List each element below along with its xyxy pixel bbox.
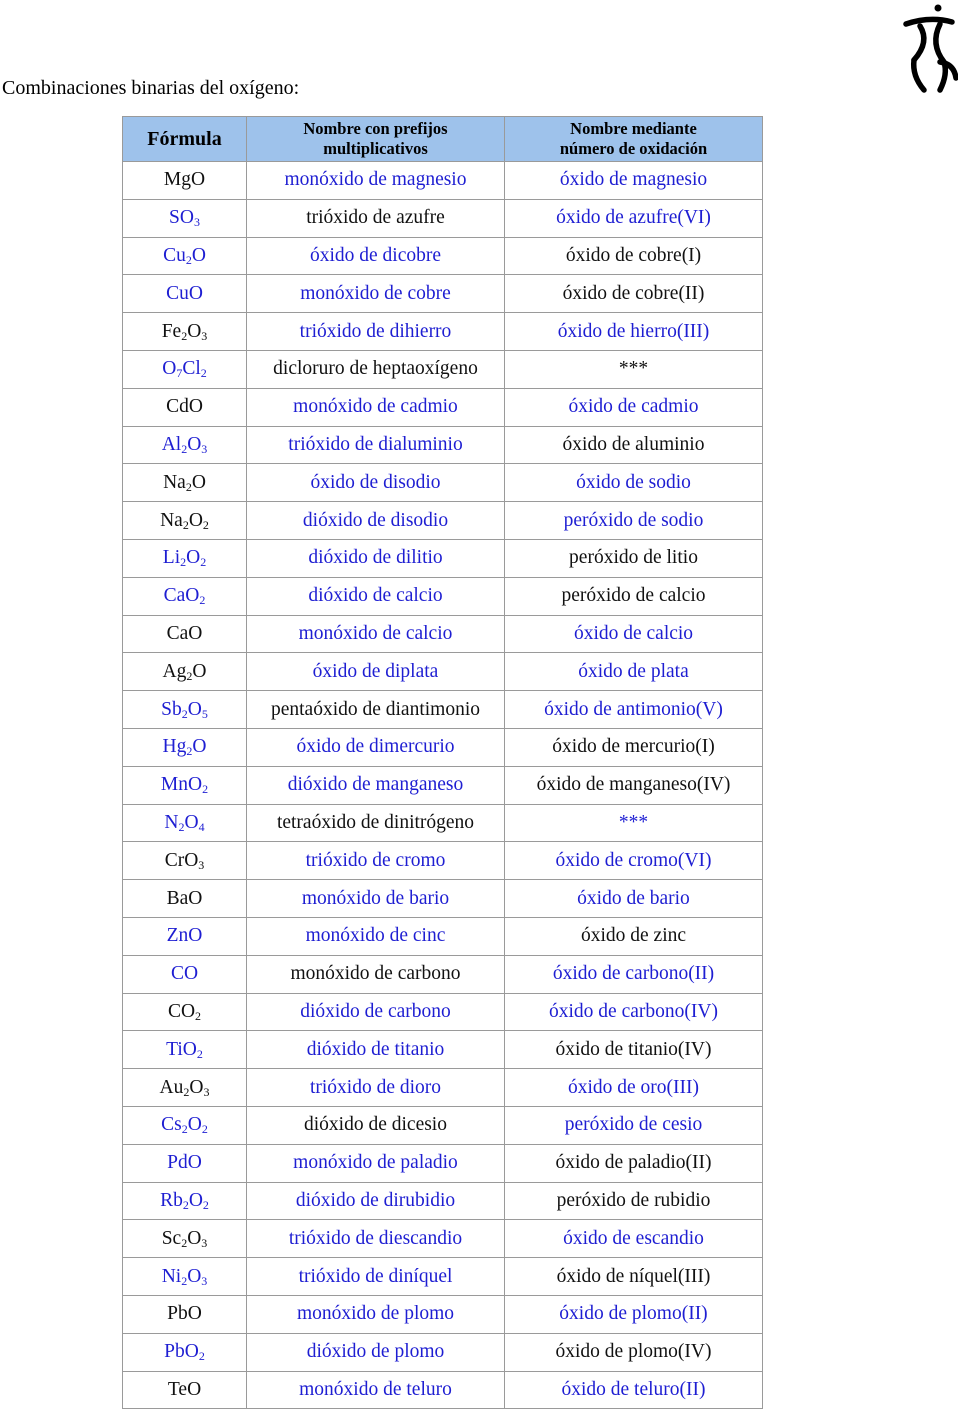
prefix-name-cell: monóxido de cinc <box>247 917 505 955</box>
oxidation-name-cell: peróxido de cesio <box>505 1106 763 1144</box>
prefix-name-cell: trióxido de diníquel <box>247 1258 505 1296</box>
prefix-name-cell: dióxido de dicesio <box>247 1106 505 1144</box>
formula-element: Pd <box>167 1152 188 1174</box>
table-body <box>123 162 763 1409</box>
prefix-name-cell: dióxido de dilitio <box>247 539 505 577</box>
formula-subscript: 2 <box>185 252 192 267</box>
table-row <box>123 199 763 237</box>
formula-element: Pb <box>164 1341 185 1363</box>
formula-cell <box>123 1144 247 1182</box>
oxidation-name-cell: óxido de magnesio <box>505 162 763 200</box>
table-row <box>123 1258 763 1296</box>
prefix-name-cell: monóxido de carbono <box>247 955 505 993</box>
formula-element: O <box>188 509 203 531</box>
table-row <box>123 993 763 1031</box>
oxidation-name-cell: *** <box>505 804 763 842</box>
prefix-name-cell: monóxido de teluro <box>247 1371 505 1409</box>
formula-subscript: 2 <box>196 1046 203 1061</box>
formula-subscript: 2 <box>186 668 193 683</box>
table-row <box>123 653 763 691</box>
formula-cell <box>123 426 247 464</box>
formula-subscript: 3 <box>203 1084 210 1099</box>
formula-subscript: 2 <box>200 555 207 570</box>
formula-subscript: 2 <box>181 1235 188 1250</box>
oxidation-name-cell: óxido de cobre(II) <box>505 275 763 313</box>
prefix-name-cell: dióxido de manganeso <box>247 766 505 804</box>
formula-cell <box>123 880 247 918</box>
formula-cell <box>123 1182 247 1220</box>
formula-element: O <box>191 244 206 266</box>
table-row <box>123 1182 763 1220</box>
formula-cell <box>123 1106 247 1144</box>
formula-element: Cu <box>163 244 186 266</box>
prefix-name-cell: trióxido de azufre <box>247 199 505 237</box>
formula-subscript: 2 <box>180 555 187 570</box>
formula-element: Rb <box>160 1189 183 1211</box>
formula-cell <box>123 539 247 577</box>
table-row <box>123 577 763 615</box>
oxidation-name-cell: óxido de níquel(III) <box>505 1258 763 1296</box>
formula-cell <box>123 728 247 766</box>
formula-element: Fe <box>161 320 182 342</box>
prefix-name-cell: monóxido de bario <box>247 880 505 918</box>
formula-subscript: 2 <box>198 1349 205 1364</box>
formula-subscript: 2 <box>202 517 209 532</box>
table-row <box>123 1371 763 1409</box>
oxidation-name-cell: peróxido de sodio <box>505 502 763 540</box>
table-row <box>123 1031 763 1069</box>
formula-element: O <box>192 660 207 682</box>
formula-element: Al <box>161 433 182 455</box>
table-row <box>123 766 763 804</box>
formula-cell <box>123 1333 247 1371</box>
formula-cell <box>123 917 247 955</box>
header-formula: Fórmula <box>123 117 247 162</box>
formula-subscript: 2 <box>181 328 188 343</box>
formula-subscript: 2 <box>181 1122 188 1137</box>
table-header-row <box>123 117 763 162</box>
oxides-table <box>122 116 763 1409</box>
formula-subscript: 3 <box>201 1273 208 1288</box>
formula-element: Hg <box>162 736 187 758</box>
prefix-name-cell: tetraóxido de dinitrógeno <box>247 804 505 842</box>
formula-subscript: 2 <box>182 1197 189 1212</box>
prefix-name-cell: monóxido de cadmio <box>247 388 505 426</box>
formula-element: Cs <box>161 1114 182 1136</box>
oxidation-name-cell: *** <box>505 350 763 388</box>
formula-subscript: 2 <box>201 1122 208 1137</box>
formula-subscript: 2 <box>199 593 206 608</box>
formula-cell <box>123 766 247 804</box>
formula-element: S <box>169 207 180 229</box>
oxidation-name-cell: óxido de zinc <box>505 917 763 955</box>
formula-element: O <box>187 1265 202 1287</box>
prefix-name-cell: dicloruro de heptaoxígeno <box>247 350 505 388</box>
oxidation-name-cell: óxido de aluminio <box>505 426 763 464</box>
oxidation-name-cell: óxido de antimonio(V) <box>505 691 763 729</box>
formula-element: Sc <box>161 1227 182 1249</box>
prefix-name-cell: óxido de dimercurio <box>247 728 505 766</box>
formula-cell <box>123 955 247 993</box>
formula-element: O <box>188 282 203 304</box>
table-row <box>123 539 763 577</box>
prefix-name-cell: monóxido de cobre <box>247 275 505 313</box>
prefix-name-cell: óxido de diplata <box>247 653 505 691</box>
formula-element: O <box>187 698 202 720</box>
formula-element: O <box>188 396 203 418</box>
formula-element: O <box>179 207 194 229</box>
formula-cell <box>123 199 247 237</box>
oxidation-name-cell: óxido de cobre(I) <box>505 237 763 275</box>
prefix-name-cell: trióxido de dihierro <box>247 313 505 351</box>
table-row <box>123 350 763 388</box>
prefix-name-cell: monóxido de calcio <box>247 615 505 653</box>
oxidation-name-cell: óxido de plomo(II) <box>505 1295 763 1333</box>
formula-element: O <box>185 585 200 607</box>
formula-element: Pb <box>167 1303 188 1325</box>
table-row <box>123 237 763 275</box>
table-row <box>123 1295 763 1333</box>
prefix-name-cell: monóxido de paladio <box>247 1144 505 1182</box>
formula-element: Cr <box>164 849 185 871</box>
formula-element: Cd <box>166 396 189 418</box>
table-row <box>123 842 763 880</box>
header-oxidation-name <box>505 117 763 162</box>
oxidation-name-cell: óxido de cromo(VI) <box>505 842 763 880</box>
formula-element: N <box>164 811 179 833</box>
oxidation-name-cell: óxido de plomo(IV) <box>505 1333 763 1371</box>
oxidation-name-cell: óxido de escandio <box>505 1220 763 1258</box>
formula-element: Sb <box>161 698 182 720</box>
formula-subscript: 2 <box>202 782 209 797</box>
formula-subscript: 2 <box>181 706 188 721</box>
prefix-name-cell: monóxido de plomo <box>247 1295 505 1333</box>
formula-element: C <box>167 1000 181 1022</box>
oxidation-name-cell: óxido de paladio(II) <box>505 1144 763 1182</box>
formula-element: Li <box>162 547 181 569</box>
oxidation-name-cell: óxido de carbono(IV) <box>505 993 763 1031</box>
formula-element: O <box>187 1378 202 1400</box>
formula-subscript: 3 <box>201 1235 208 1250</box>
formula-subscript: 2 <box>182 517 189 532</box>
oxidation-name-cell: óxido de calcio <box>505 615 763 653</box>
formula-cell <box>123 502 247 540</box>
prefix-name-cell: dióxido de titanio <box>247 1031 505 1069</box>
prefix-name-cell: dióxido de calcio <box>247 577 505 615</box>
formula-cell <box>123 1371 247 1409</box>
formula-cell <box>123 993 247 1031</box>
formula-subscript: 2 <box>181 441 188 456</box>
formula-element: Ca <box>166 622 189 644</box>
formula-element: O <box>187 1152 202 1174</box>
formula-subscript: 3 <box>201 328 208 343</box>
formula-cell <box>123 162 247 200</box>
formula-subscript: 3 <box>198 857 205 872</box>
formula-element: Ag <box>162 660 187 682</box>
formula-element: Mg <box>163 169 191 191</box>
formula-subscript: 3 <box>193 215 200 230</box>
formula-cell <box>123 577 247 615</box>
formula-element: O <box>187 320 202 342</box>
oxidation-name-cell: óxido de plata <box>505 653 763 691</box>
formula-cell <box>123 653 247 691</box>
table-row <box>123 880 763 918</box>
formula-subscript: 2 <box>183 1084 190 1099</box>
table-row <box>123 804 763 842</box>
oxidation-name-cell: óxido de titanio(IV) <box>505 1031 763 1069</box>
formula-subscript: 7 <box>176 366 183 381</box>
table-row <box>123 917 763 955</box>
oxidation-name-cell: óxido de bario <box>505 880 763 918</box>
formula-element: O <box>188 887 203 909</box>
formula-element: Cu <box>166 282 189 304</box>
formula-cell <box>123 388 247 426</box>
formula-subscript: 2 <box>195 1008 202 1023</box>
formula-element: O <box>191 471 206 493</box>
formula-element: Ti <box>166 1038 183 1060</box>
prefix-name-cell: trióxido de dioro <box>247 1069 505 1107</box>
header-oxidation-line1: Nombre mediante <box>570 119 697 138</box>
stick-figure-logo-icon <box>900 2 958 94</box>
formula-element: Zn <box>166 925 189 947</box>
formula-element: O <box>184 811 199 833</box>
header-prefix-line1: Nombre con prefijos <box>303 119 448 138</box>
formula-element: Ni <box>161 1265 182 1287</box>
oxidation-name-cell: peróxido de litio <box>505 539 763 577</box>
formula-cell <box>123 804 247 842</box>
formula-element: O <box>183 963 199 985</box>
formula-element: O <box>191 169 206 191</box>
table-row <box>123 388 763 426</box>
table-row <box>123 313 763 351</box>
table-row <box>123 691 763 729</box>
table-row <box>123 162 763 200</box>
formula-element: O <box>187 1114 202 1136</box>
prefix-name-cell: dióxido de dirubidio <box>247 1182 505 1220</box>
formula-cell <box>123 313 247 351</box>
formula-subscript: 2 <box>178 819 185 834</box>
formula-element: Ca <box>163 585 186 607</box>
table-row <box>123 955 763 993</box>
oxidation-name-cell: óxido de mercurio(I) <box>505 728 763 766</box>
formula-element: Cl <box>182 358 201 380</box>
formula-subscript: 2 <box>186 744 193 759</box>
formula-cell <box>123 691 247 729</box>
formula-element: O <box>184 849 199 871</box>
formula-element: Na <box>163 471 186 493</box>
formula-element: O <box>182 1038 197 1060</box>
formula-subscript: 2 <box>181 1273 188 1288</box>
header-prefix-name <box>247 117 505 162</box>
table-row <box>123 1333 763 1371</box>
prefix-name-cell: óxido de dicobre <box>247 237 505 275</box>
formula-subscript: 3 <box>201 441 208 456</box>
formula-element: O <box>180 1000 196 1022</box>
table-row <box>123 1106 763 1144</box>
formula-element: Na <box>160 509 183 531</box>
oxidation-name-cell: óxido de manganeso(IV) <box>505 766 763 804</box>
prefix-name-cell: dióxido de carbono <box>247 993 505 1031</box>
oxidation-name-cell: óxido de hierro(III) <box>505 313 763 351</box>
prefix-name-cell: trióxido de dialuminio <box>247 426 505 464</box>
table-row <box>123 1220 763 1258</box>
formula-element: O <box>192 736 207 758</box>
formula-element: Ba <box>166 887 189 909</box>
prefix-name-cell: pentaóxido de diantimonio <box>247 691 505 729</box>
formula-element: O <box>187 433 202 455</box>
prefix-name-cell: trióxido de diescandio <box>247 1220 505 1258</box>
oxidation-name-cell: óxido de carbono(II) <box>505 955 763 993</box>
formula-subscript: 5 <box>201 706 208 721</box>
formula-element: O <box>188 622 203 644</box>
oxidation-name-cell: peróxido de rubidio <box>505 1182 763 1220</box>
table-row <box>123 464 763 502</box>
formula-cell <box>123 1258 247 1296</box>
table-row <box>123 426 763 464</box>
table-row <box>123 502 763 540</box>
prefix-name-cell: óxido de disodio <box>247 464 505 502</box>
formula-cell <box>123 842 247 880</box>
prefix-name-cell: monóxido de magnesio <box>247 162 505 200</box>
prefix-name-cell: trióxido de cromo <box>247 842 505 880</box>
formula-element: O <box>186 547 201 569</box>
table-row <box>123 728 763 766</box>
oxidation-name-cell: óxido de azufre(VI) <box>505 199 763 237</box>
formula-subscript: 2 <box>200 366 207 381</box>
formula-element: O <box>162 358 177 380</box>
formula-subscript: 4 <box>198 819 205 834</box>
formula-element: O <box>187 1303 202 1325</box>
page-title: Combinaciones binarias del oxígeno: <box>2 77 300 99</box>
formula-cell <box>123 464 247 502</box>
prefix-name-cell: dióxido de disodio <box>247 502 505 540</box>
table-row <box>123 275 763 313</box>
formula-element: O <box>188 925 203 947</box>
formula-element: Te <box>167 1378 188 1400</box>
formula-cell <box>123 1220 247 1258</box>
formula-element: C <box>170 963 184 985</box>
formula-element: Au <box>159 1076 184 1098</box>
formula-element: O <box>184 1341 199 1363</box>
formula-cell <box>123 1069 247 1107</box>
formula-subscript: 2 <box>185 479 192 494</box>
oxidation-name-cell: peróxido de calcio <box>505 577 763 615</box>
formula-element: O <box>187 1227 202 1249</box>
oxidation-name-cell: óxido de oro(III) <box>505 1069 763 1107</box>
formula-element: O <box>188 1189 203 1211</box>
formula-cell <box>123 615 247 653</box>
table-row <box>123 615 763 653</box>
header-prefix-line2: multiplicativos <box>323 139 428 158</box>
table-row <box>123 1069 763 1107</box>
formula-cell <box>123 275 247 313</box>
formula-element: Mn <box>160 774 188 796</box>
prefix-name-cell: dióxido de plomo <box>247 1333 505 1371</box>
oxidation-name-cell: óxido de sodio <box>505 464 763 502</box>
formula-subscript: 2 <box>202 1197 209 1212</box>
formula-cell <box>123 350 247 388</box>
header-oxidation-line2: número de oxidación <box>559 139 708 158</box>
oxidation-name-cell: óxido de teluro(II) <box>505 1371 763 1409</box>
formula-cell <box>123 237 247 275</box>
formula-cell <box>123 1031 247 1069</box>
formula-cell <box>123 1295 247 1333</box>
table-row <box>123 1144 763 1182</box>
formula-element: O <box>189 1076 204 1098</box>
oxidation-name-cell: óxido de cadmio <box>505 388 763 426</box>
formula-element: O <box>188 774 203 796</box>
